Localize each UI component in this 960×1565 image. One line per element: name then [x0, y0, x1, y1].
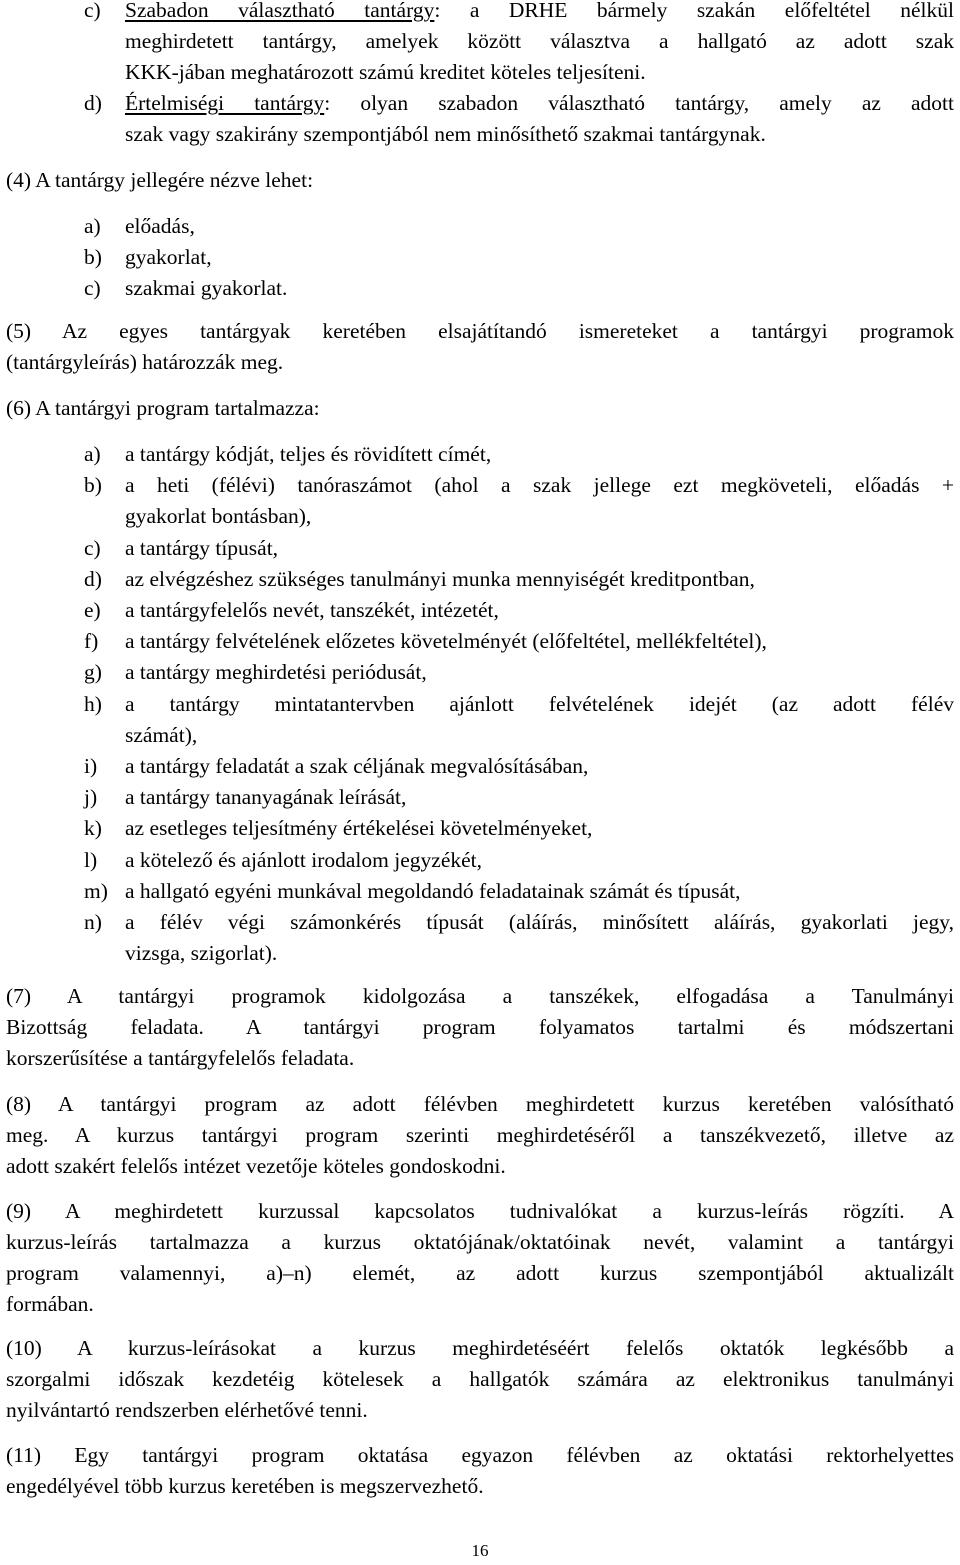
paragraph-7-line-2: Bizottság feladata. A tantárgyi program folyamatos tartalmi és módszertani: [6, 1015, 954, 1039]
p6-item-e-line-1: [84, 595, 954, 626]
term-szabadon: Szabadon választható tantárgy: [125, 0, 435, 22]
list-item-c-line-2: meghirdetett tantárgy, amelyek között választva a hallgató az adott szak: [125, 29, 954, 53]
list-item-text: a tantárgyfelelős nevét, tanszékét, intézetét,: [125, 598, 499, 622]
list-marker: e): [84, 598, 101, 622]
paragraph-9-line-4: formában.: [6, 1292, 94, 1316]
list-item-c-line-3: KKK-jában meghatározott számú kreditet köteles teljesíteni.: [125, 60, 646, 84]
page-number: 16: [471, 1541, 489, 1560]
list-marker: d): [84, 566, 102, 591]
paragraph-7-line-3: korszerűsítése a tantárgyfelelős feladata.: [6, 1046, 355, 1070]
list-item-text: számát),: [125, 722, 198, 747]
list-marker: j): [84, 785, 98, 810]
list-item-text: a heti (félévi) tanóraszámot (ahol a szak jellege ezt megköveteli, előadás +: [125, 473, 954, 498]
p6-item-l-line-1: [84, 845, 954, 876]
list-item-text: a tantárgy típusát,: [125, 535, 279, 560]
list-marker: n): [84, 910, 102, 934]
paragraph-9-line-2: kurzus-leírás tartalmazza a kurzus oktatójának/oktatóinak nevét, valamint a tantárgyi: [6, 1230, 954, 1254]
paragraph-5-line-1: (5) Az egyes tantárgyak keretében elsajátítandó ismereteket a tantárgyi programok: [6, 319, 954, 343]
p6-item-k-line-1: [84, 813, 954, 844]
p4-item-a: a) előadás,: [84, 214, 195, 238]
list-marker: b): [84, 473, 102, 498]
list-marker: h): [84, 691, 102, 716]
p6-item-c-line-1: [84, 533, 954, 564]
p4-item-c: c) szakmai gyakorlat.: [84, 276, 288, 300]
p6-item-b-line-1: [84, 470, 954, 501]
list-marker: m): [84, 878, 108, 903]
paragraph-8-line-2: meg. A kurzus tantárgyi program szerinti meghirdetéséről a tanszékvezető, illetve az: [6, 1123, 954, 1147]
list-item-text: a tantárgy mintatantervben ajánlott felvételének idejét (az adott félév: [125, 691, 954, 716]
list-item-text: a hallgató egyéni munkával megoldandó feladatainak számát és típusát,: [125, 878, 741, 903]
paragraph-9-line-1: (9) A meghirdetett kurzussal kapcsolatos tudnivalókat a kurzus-leírás rögzíti. A: [6, 1199, 954, 1223]
list-marker: c): [84, 535, 101, 560]
paragraph-11-line-1: (11) Egy tantárgyi program oktatása egyazon félévben az oktatási rektorhelyettes: [6, 1443, 954, 1467]
p6-item-f-line-1: [84, 626, 954, 657]
list-item-d-line-1: d) Értelmiségi tantárgy: olyan szabadon választható tantárgy, amely az adott: [84, 91, 954, 115]
list-item-text: a tantárgy tananyagának leírását,: [125, 785, 407, 810]
paragraph-10-line-1: (10) A kurzus-leírásokat a kurzus meghirdetéséért felelős oktatók legkésőbb a: [6, 1336, 954, 1360]
list-marker: a): [84, 442, 101, 466]
term-ertelmisegi: Értelmiségi tantárgy: [125, 91, 325, 115]
p6-item-n-line-1: [84, 907, 954, 938]
paragraph-10-line-3: nyilvántartó rendszerben elérhetővé tenni.: [6, 1398, 368, 1422]
p6-item-h-line-1: [84, 689, 954, 720]
p6-item-g-line-1: [84, 657, 954, 688]
paragraph-7-line-1: (7) A tantárgyi programok kidolgozása a tanszékek, elfogadása a Tanulmányi: [6, 984, 954, 1008]
p6-item-j-line-1: [84, 782, 954, 813]
paragraph-10-line-2: szorgalmi időszak kezdetéig kötelesek a hallgatók számára az elektronikus tanulmányi: [6, 1367, 954, 1391]
paragraph-9-line-3: program valamennyi, a)–n) elemét, az adott kurzus szempontjából aktualizált: [6, 1261, 954, 1285]
list-item-text: a kötelező és ajánlott irodalom jegyzékét,: [125, 847, 482, 872]
list-item-d-line-2: szak vagy szakirány szempontjából nem minősíthető szakmai tantárgynak.: [125, 122, 766, 146]
p6-item-d-line-1: [84, 564, 954, 595]
paragraph-8-line-1: (8) A tantárgyi program az adott félévben meghirdetett kurzus keretében valósítható: [6, 1092, 954, 1116]
list-item-c-line-1: c) Szabadon választható tantárgy: a DRHE bármely szakán előfeltétel nélkül: [84, 0, 954, 22]
p6-item-a-line-1: [84, 439, 954, 470]
list-item-text: a tantárgy meghirdetési periódusát,: [125, 660, 427, 685]
list-marker: f): [84, 629, 99, 654]
list-item-text: az esetleges teljesítmény értékelései követelményeket,: [125, 816, 593, 841]
list-item-text: a tantárgy kódját, teljes és rövidített címét,: [125, 442, 492, 466]
p6-item-i-line-1: [84, 751, 954, 782]
paragraph-6-intro: (6) A tantárgyi program tartalmazza:: [6, 396, 320, 420]
p4-item-b: b) gyakorlat,: [84, 245, 212, 269]
paragraph-8-line-3: adott szakért felelős intézet vezetője köteles gondoskodni.: [6, 1154, 506, 1178]
list-marker: g): [84, 660, 102, 685]
paragraph-11-line-2: engedélyével több kurzus keretében is megszervezhető.: [6, 1474, 484, 1498]
list-item-text: vizsga, szigorlat).: [125, 941, 278, 966]
list-marker: i): [84, 754, 98, 778]
paragraph-5-line-2: (tantárgyleírás) határozzák meg.: [6, 350, 284, 374]
p6-item-m-line-1: [84, 876, 954, 907]
list-marker: k): [84, 816, 102, 841]
list-item-text: a tantárgy felvételének előzetes követelményét (előfeltétel, mellékfeltétel),: [125, 629, 767, 654]
paragraph-4-intro: (4) A tantárgy jellegére nézve lehet:: [6, 168, 314, 192]
list-item-text: az elvégzéshez szükséges tanulmányi munka mennyiségét kreditpontban,: [125, 566, 755, 591]
list-item-text: a tantárgy feladatát a szak céljának megvalósításában,: [125, 754, 589, 778]
list-item-text: gyakorlat bontásban),: [125, 504, 312, 529]
list-marker: l): [84, 847, 98, 872]
list-item-text: a félév végi számonkérés típusát (aláírás, minősített aláírás, gyakorlati jegy,: [125, 910, 954, 934]
